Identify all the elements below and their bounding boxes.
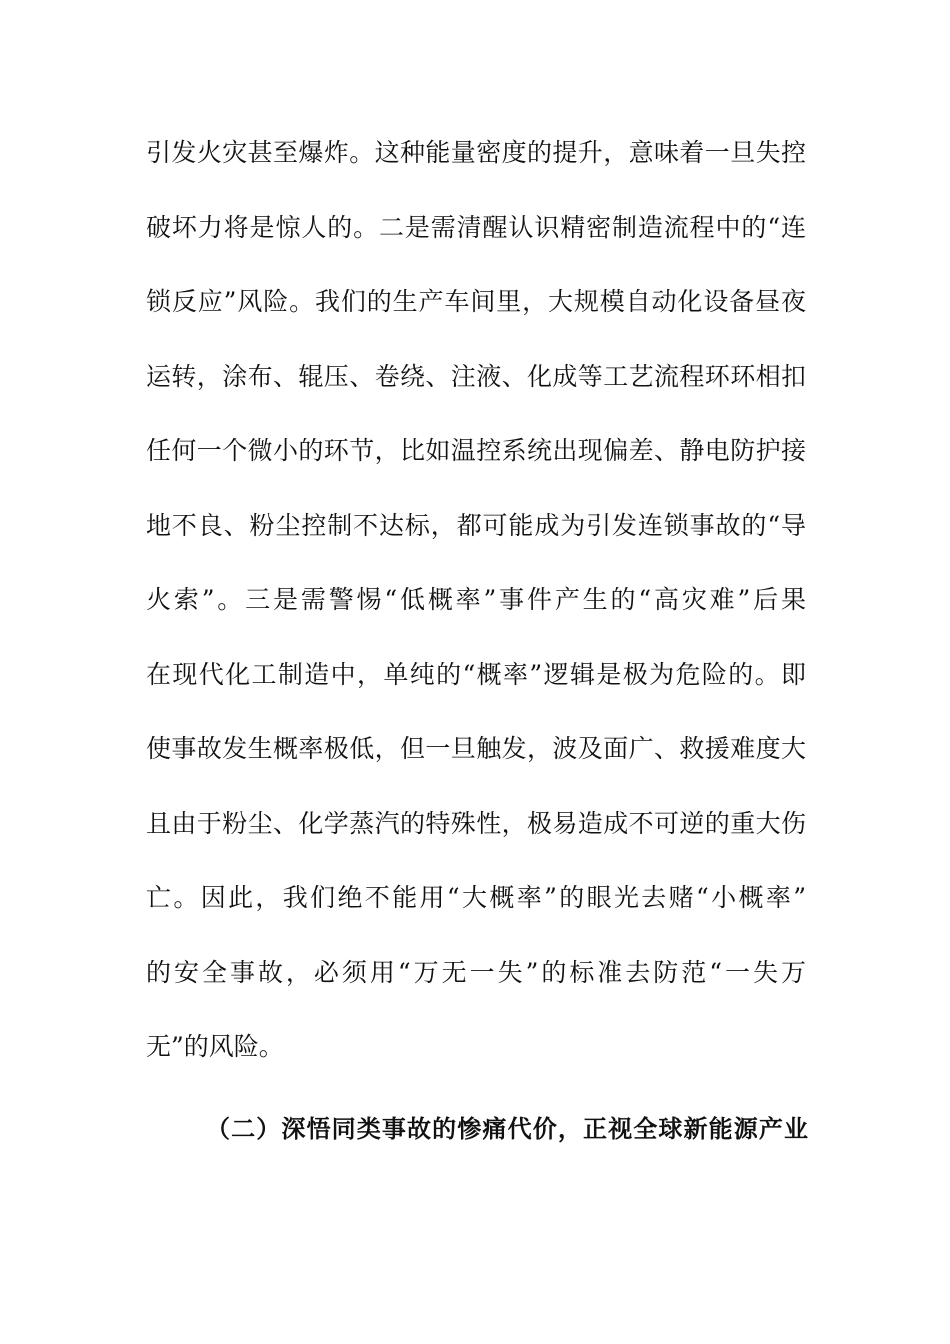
text-line: 破坏力将是惊人的。二是需清醒认识精密制造流程中的“连	[146, 212, 806, 242]
text-line: 且由于粉尘、化学蒸汽的特殊性，极易造成不可逆的重大伤	[146, 808, 806, 838]
text-line: 运转，涂布、辊压、卷绕、注液、化成等工艺流程环环相扣	[146, 361, 806, 391]
text-line: 亡。因此，我们绝不能用“大概率”的眼光去赌“小概率”	[146, 883, 807, 912]
text-line: 地不良、粉尘控制不达标，都可能成为引发连锁事故的“导	[146, 510, 806, 540]
text-line: 在现代化工制造中，单纯的“概率”逻辑是极为危险的。即	[146, 659, 806, 689]
text-line: 任何一个微小的环节，比如温控系统出现偏差、静电防护接	[146, 436, 806, 465]
text-line: 无”的风险。	[146, 1032, 284, 1061]
text-line: 的安全事故，必须用“万无一失”的标准去防范“一失万	[146, 957, 806, 987]
text-line: 使事故发生概率极低，但一旦触发，波及面广、救援难度大	[146, 734, 806, 763]
text-line: 引发火灾甚至爆炸。这种能量密度的提升，意味着一旦失控	[146, 138, 806, 167]
text-line: 锁反应”风险。我们的生产车间里，大规模自动化设备昼夜	[146, 287, 806, 316]
body-paragraph	[146, 126, 806, 1095]
text-line: 火索”。三是需警惕“低概率”事件产生的“高灾难”后果	[146, 585, 806, 614]
section-heading: （二）深悟同类事故的惨痛代价，正视全球新能源产业	[206, 1115, 808, 1143]
